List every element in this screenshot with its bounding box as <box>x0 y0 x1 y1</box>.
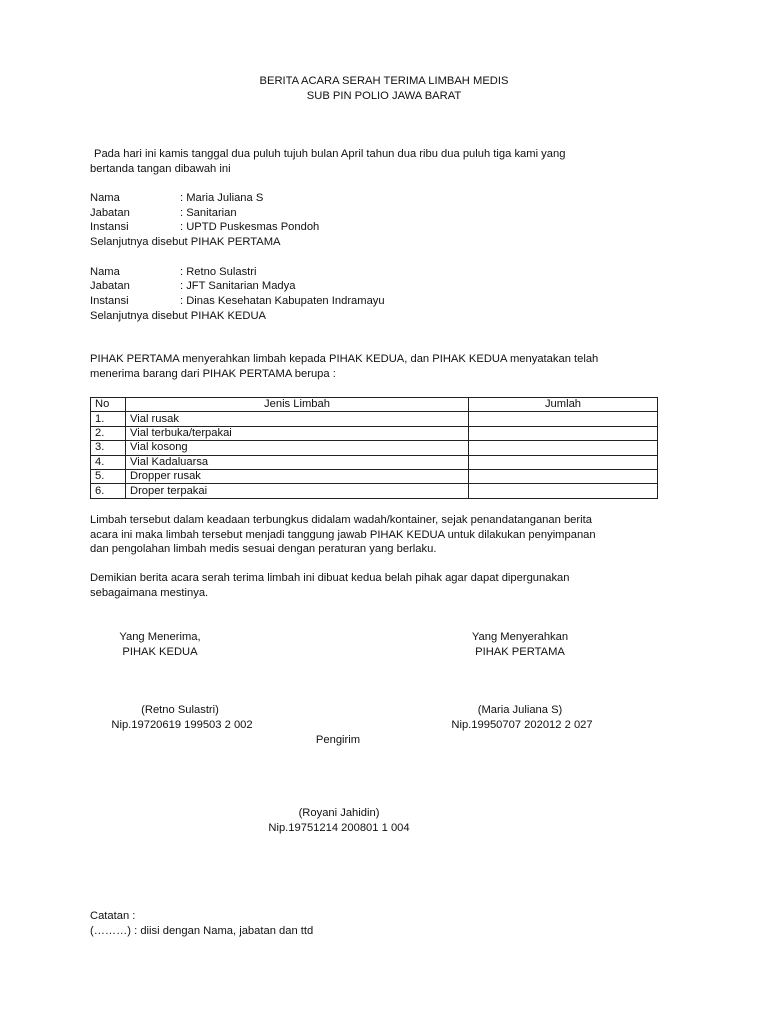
header-jenis-limbah: Jenis Limbah <box>126 398 469 412</box>
pihak-pertama-ref: PIHAK PERTAMA <box>202 368 292 380</box>
jabatan-value: : JFT Sanitarian Madya <box>180 280 296 292</box>
table-header-row <box>91 398 658 412</box>
serah-text: berupa : <box>291 368 336 380</box>
pihak-kedua-instansi-row <box>90 294 385 309</box>
document-subtitle: SUB PIN POLIO JAWA BARAT <box>306 90 462 102</box>
limbah-table <box>90 397 658 499</box>
nama-label: Nama <box>90 266 120 278</box>
penerima-nip: Nip.19720619 199503 2 002 <box>111 719 253 731</box>
limbah-para-line-3: dan pengolahan limbah medis sesuai dengan peraturan yang berlaku. <box>90 543 437 555</box>
pihak-pertama-jabatan-row <box>90 206 237 221</box>
jabatan-label: Jabatan <box>90 207 130 219</box>
serah-text: menyerahkan limbah kepada <box>179 353 330 365</box>
instansi-label: Instansi <box>90 295 129 307</box>
instansi-label: Instansi <box>90 221 129 233</box>
penyerah-nama: (Maria Juliana S) <box>477 704 563 716</box>
pihak-kedua-ref: PIHAK KEDUA <box>432 353 507 365</box>
pengirim-nama: (Royani Jahidin) <box>298 807 380 819</box>
cell-no: 6. <box>91 484 126 498</box>
penyerah-label: Yang Menyerahkan <box>471 631 569 643</box>
instansi-value: : UPTD Puskesmas Pondoh <box>180 221 320 233</box>
penyerah-pihak: PIHAK PERTAMA <box>475 646 565 658</box>
serah-line-1 <box>90 352 680 367</box>
instansi-value: : Dinas Kesehatan Kabupaten Indramayu <box>180 295 385 307</box>
document-title: BERITA ACARA SERAH TERIMA LIMBAH MEDIS <box>259 75 509 87</box>
cell-jenis: Droper terpakai <box>126 484 469 498</box>
pengirim-label: Pengirim <box>315 734 361 746</box>
cell-no: 2. <box>91 426 126 440</box>
limbah-para-line-1: Limbah tersebut dalam keadaan terbungkus didalam wadah/kontainer, sejak penandatanganan berita <box>90 514 592 526</box>
penyerah-nip: Nip.19950707 202012 2 027 <box>451 719 593 731</box>
catatan-isi: (………) : diisi dengan Nama, jabatan dan ttd <box>90 925 314 937</box>
closing-line-1: Demikian berita acara serah terima limbah ini dibuat kedua belah pihak agar dapat dipergunakan <box>90 572 570 584</box>
limbah-text: untuk dilakukan penyimpanan <box>444 529 596 541</box>
cell-no: 3. <box>91 441 126 455</box>
cell-jumlah <box>469 441 658 455</box>
cell-jenis: Vial rusak <box>126 412 469 426</box>
serah-text: menerima barang dari <box>90 368 203 380</box>
cell-jumlah <box>469 484 658 498</box>
table-row <box>91 455 658 469</box>
cell-no: 5. <box>91 469 126 483</box>
table-row <box>91 426 658 440</box>
jabatan-value: : Sanitarian <box>180 207 237 219</box>
table-row <box>91 412 658 426</box>
cell-jumlah <box>469 455 658 469</box>
disebut-pihak: PIHAK PERTAMA <box>190 236 281 248</box>
penerima-pihak: PIHAK KEDUA <box>122 646 198 658</box>
limbah-text: acara ini maka limbah tersebut menjadi tanggung jawab <box>90 529 370 541</box>
table-row <box>91 484 658 498</box>
serah-text: menyatakan telah <box>506 353 599 365</box>
jabatan-label: Jabatan <box>90 280 130 292</box>
cell-jenis: Vial kosong <box>126 441 469 455</box>
intro-line-1: Pada hari ini kamis tanggal dua puluh tujuh bulan April tahun dua ribu dua puluh tiga kami yang <box>94 148 566 160</box>
pihak-pertama-instansi-row <box>90 220 319 235</box>
limbah-para-line-2 <box>90 528 680 543</box>
penerima-label: Yang Menerima, <box>119 631 201 643</box>
pihak-kedua-nama-row <box>90 265 256 280</box>
disebut-prefix: Selanjutnya disebut <box>90 236 191 248</box>
closing-line-2: sebagaimana mestinya. <box>90 587 209 599</box>
catatan-label: Catatan : <box>90 910 136 922</box>
cell-no: 4. <box>91 455 126 469</box>
pihak-kedua-ref: PIHAK KEDUA <box>329 353 405 365</box>
serah-text: , dan <box>404 353 433 365</box>
cell-jenis: Vial terbuka/terpakai <box>126 426 469 440</box>
table-row <box>91 469 658 483</box>
serah-line-2 <box>90 367 680 382</box>
penerima-nama: (Retno Sulastri) <box>141 704 219 716</box>
pihak-kedua-ref: PIHAK KEDUA <box>369 529 445 541</box>
cell-no: 1. <box>91 412 126 426</box>
cell-jumlah <box>469 469 658 483</box>
header-no: No <box>91 398 126 412</box>
cell-jumlah <box>469 426 658 440</box>
pihak-pertama-nama-row <box>90 191 263 206</box>
cell-jenis: Dropper rusak <box>126 469 469 483</box>
disebut-prefix: Selanjutnya disebut <box>90 310 191 322</box>
nama-label: Nama <box>90 192 120 204</box>
pihak-kedua-jabatan-row <box>90 279 295 294</box>
pihak-pertama-ref: PIHAK PERTAMA <box>90 353 180 365</box>
cell-jenis: Vial Kadaluarsa <box>126 455 469 469</box>
nama-value: : Maria Juliana S <box>180 192 264 204</box>
table-row <box>91 441 658 455</box>
pengirim-nip: Nip.19751214 200801 1 004 <box>268 822 410 834</box>
disebut-pihak: PIHAK KEDUA <box>190 310 266 322</box>
cell-jumlah <box>469 412 658 426</box>
pihak-pertama-disebut <box>90 235 281 250</box>
pihak-kedua-disebut <box>90 309 266 324</box>
header-jumlah: Jumlah <box>469 398 658 412</box>
nama-value: : Retno Sulastri <box>180 266 257 278</box>
intro-line-2: bertanda tangan dibawah ini <box>90 163 231 175</box>
